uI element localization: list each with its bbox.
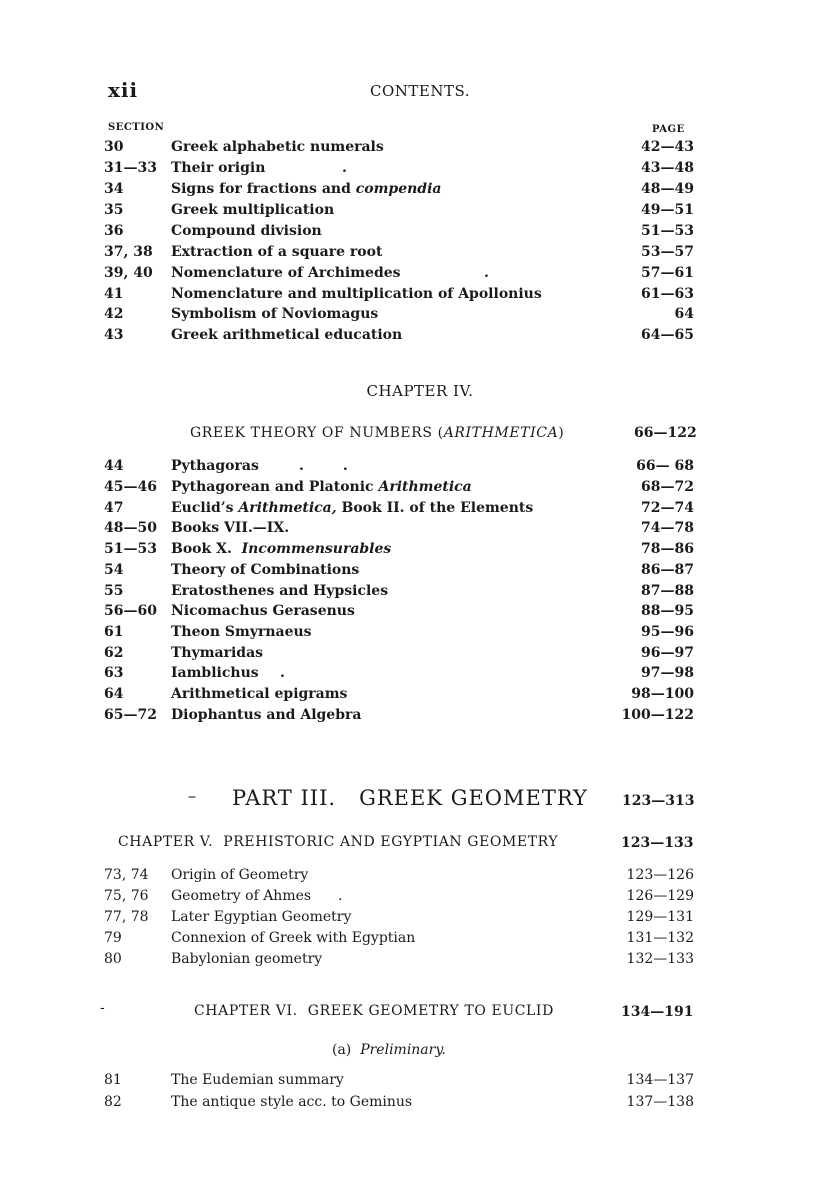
entry-title: Pythagoras: [171, 458, 259, 474]
part-3-pages: 123—313: [622, 793, 695, 809]
entry-title: The antique style acc. to Geminus: [171, 1094, 413, 1110]
entry-title: Iamblichus: [171, 665, 259, 681]
list-item: [104, 160, 694, 181]
entry-title: Geometry of Ahmes: [171, 888, 312, 904]
chapter-4-heading: CHAPTER IV.: [366, 382, 474, 400]
entry-title-text: Book X.: [171, 541, 242, 557]
page-range: 88—95: [641, 603, 694, 619]
list-item: [104, 867, 694, 888]
entry-title: Connexion of Greek with Egyptian: [171, 930, 416, 946]
page-range: 42—43: [641, 139, 694, 155]
page-range: 129—131: [626, 909, 694, 925]
entry-title: Theory of Combinations: [171, 562, 360, 578]
list-item: [104, 603, 694, 624]
page-range: 74—78: [641, 520, 694, 536]
page-range: 95—96: [641, 624, 694, 640]
chapter-6-mark: -: [100, 1000, 105, 1016]
entry-title-text: Euclid’s: [171, 500, 239, 516]
section-number: 39, 40: [104, 265, 153, 281]
chapter-4-subtitle-italic: ARITHMETICA: [443, 425, 559, 441]
list-item: [104, 707, 694, 728]
list-item: [104, 686, 694, 707]
page-range: 100—122: [621, 707, 694, 723]
section-number: 42: [104, 306, 124, 322]
list-item: [104, 244, 694, 265]
page-title: CONTENTS.: [370, 82, 470, 100]
page-range: 87—88: [641, 583, 694, 599]
page-range: 96—97: [641, 645, 694, 661]
entry-title: Symbolism of Noviomagus: [171, 306, 379, 322]
entry-title: [171, 541, 391, 557]
section-number: 44: [104, 458, 124, 474]
entry-title-text: Pythagorean and Platonic: [171, 479, 379, 495]
list-item: [104, 286, 694, 307]
list-item: [104, 458, 694, 479]
section-number: 81: [104, 1072, 122, 1088]
entry-title: [171, 181, 441, 197]
page-range: 64: [674, 306, 694, 322]
part-3-mark: –: [188, 786, 196, 805]
page-range: 137—138: [626, 1094, 694, 1110]
chapter-5-heading: CHAPTER V. PREHISTORIC AND EGYPTIAN GEOMETRY: [118, 834, 559, 850]
entry-title: [171, 479, 472, 495]
section-number: 61: [104, 624, 124, 640]
section-number: 75, 76: [104, 888, 149, 904]
list-item: [104, 541, 694, 562]
entry-title: The Eudemian summary: [171, 1072, 344, 1088]
page-column-header: PAGE: [652, 124, 685, 135]
section-number: 30: [104, 139, 124, 155]
page-range: 48—49: [641, 181, 694, 197]
section-number: 35: [104, 202, 124, 218]
list-item: [104, 1072, 694, 1093]
section-number: 34: [104, 181, 124, 197]
list-item: [104, 479, 694, 500]
entry-title: Theon Smyrnaeus: [171, 624, 312, 640]
list-item: [104, 1094, 694, 1115]
chapter-6-pages: 134—191: [621, 1004, 694, 1020]
section-number: 62: [104, 645, 124, 661]
section-number: 73, 74: [104, 867, 149, 883]
list-item: [104, 265, 694, 286]
entry-title: Books VII.—IX.: [171, 520, 290, 536]
entry-title: Arithmetical epigrams: [171, 686, 348, 702]
list-item: [104, 888, 694, 909]
page-range: 61—63: [641, 286, 694, 302]
section-number: 31—33: [104, 160, 157, 176]
page-range: 49—51: [641, 202, 694, 218]
section-number: 43: [104, 327, 124, 343]
entry-title: Babylonian geometry: [171, 951, 323, 967]
entry-title-italic: compendia: [355, 181, 442, 197]
entry-title: Thymaridas: [171, 645, 264, 661]
entry-title: Nomenclature and multiplication of Apollonius: [171, 286, 542, 302]
list-item: [104, 223, 694, 244]
section-number: 63: [104, 665, 124, 681]
chapter-4-subtitle: [190, 425, 564, 441]
section-number: 55: [104, 583, 124, 599]
page-range: 132—133: [626, 951, 694, 967]
entry-title: Compound division: [171, 223, 322, 239]
entry-title: Nicomachus Gerasenus: [171, 603, 355, 619]
subsection-title: Preliminary.: [360, 1042, 446, 1058]
page-range: 126—129: [626, 888, 694, 904]
page-range: 51—53: [641, 223, 694, 239]
entry-title: Greek arithmetical education: [171, 327, 403, 343]
leader-dots: . .: [299, 458, 348, 474]
section-number: 37, 38: [104, 244, 153, 260]
list-item: [104, 583, 694, 604]
section-number: 36: [104, 223, 124, 239]
list-item: [104, 909, 694, 930]
list-item: [104, 520, 694, 541]
section-column-header: SECTION: [108, 122, 165, 133]
list-item: [104, 930, 694, 951]
page-range: 98—100: [631, 686, 694, 702]
entry-title-text-after: Book II. of the Elements: [336, 500, 534, 516]
subsection-label: (a): [332, 1042, 352, 1058]
entry-title-text: Signs for fractions and: [171, 181, 356, 197]
section-number: 56—60: [104, 603, 157, 619]
section-number: 82: [104, 1094, 122, 1110]
page-range: 43—48: [641, 160, 694, 176]
entry-title: Origin of Geometry: [171, 867, 309, 883]
entry-title: Their origin: [171, 160, 266, 176]
list-item: [104, 327, 694, 348]
section-number: 47: [104, 500, 124, 516]
chapter-4-pages: 66—122: [634, 425, 697, 441]
page-range: 123—126: [626, 867, 694, 883]
page-number: xii: [108, 78, 139, 102]
part-3-heading: PART III. GREEK GEOMETRY: [232, 786, 588, 810]
section-number: 41: [104, 286, 124, 302]
page-range: 53—57: [641, 244, 694, 260]
section-number: 64: [104, 686, 124, 702]
page-range: 78—86: [641, 541, 694, 557]
page-range: 86—87: [641, 562, 694, 578]
page-range: 64—65: [641, 327, 694, 343]
entry-title: Nomenclature of Archimedes: [171, 265, 401, 281]
entry-title-italic: Arithmetica: [378, 479, 472, 495]
page-range: 72—74: [641, 500, 694, 516]
list-item: [104, 500, 694, 521]
entry-title: Greek alphabetic numerals: [171, 139, 384, 155]
page-range: 68—72: [641, 479, 694, 495]
entry-title-italic: Arithmetica,: [238, 500, 337, 516]
section-number: 65—72: [104, 707, 157, 723]
entry-title: Diophantus and Algebra: [171, 707, 362, 723]
section-number: 79: [104, 930, 122, 946]
page-range: 66— 68: [636, 458, 694, 474]
list-item: [104, 665, 694, 686]
entry-title: Eratosthenes and Hypsicles: [171, 583, 389, 599]
chapter-6-subsection: [332, 1042, 446, 1058]
section-number: 51—53: [104, 541, 157, 557]
entry-title: Later Egyptian Geometry: [171, 909, 352, 925]
list-item: [104, 562, 694, 583]
list-item: [104, 624, 694, 645]
leader-dots: .: [338, 888, 343, 904]
list-item: [104, 645, 694, 666]
leader-dots: .: [280, 665, 285, 681]
section-number: 45—46: [104, 479, 157, 495]
list-item: [104, 181, 694, 202]
entry-title-italic: Incommensurables: [241, 541, 392, 557]
list-item: [104, 306, 694, 327]
list-item: [104, 202, 694, 223]
page-range: 131—132: [626, 930, 694, 946]
leader-dots: .: [342, 160, 347, 176]
leader-dots: .: [484, 265, 489, 281]
page-range: 57—61: [641, 265, 694, 281]
entry-title: [171, 500, 533, 516]
section-number: 77, 78: [104, 909, 149, 925]
section-number: 48—50: [104, 520, 157, 536]
list-item: [104, 139, 694, 160]
section-number: 80: [104, 951, 122, 967]
chapter-4-subtitle-close: ): [558, 425, 565, 441]
chapter-4-subtitle-text: GREEK THEORY OF NUMBERS (: [190, 425, 444, 441]
page-range: 97—98: [641, 665, 694, 681]
section-number: 54: [104, 562, 124, 578]
entry-title: Extraction of a square root: [171, 244, 383, 260]
chapter-6-heading: CHAPTER VI. GREEK GEOMETRY TO EUCLID: [194, 1003, 554, 1019]
page-range: 134—137: [626, 1072, 694, 1088]
entry-title: Greek multiplication: [171, 202, 335, 218]
list-item: [104, 951, 694, 972]
chapter-5-pages: 123—133: [621, 835, 694, 851]
